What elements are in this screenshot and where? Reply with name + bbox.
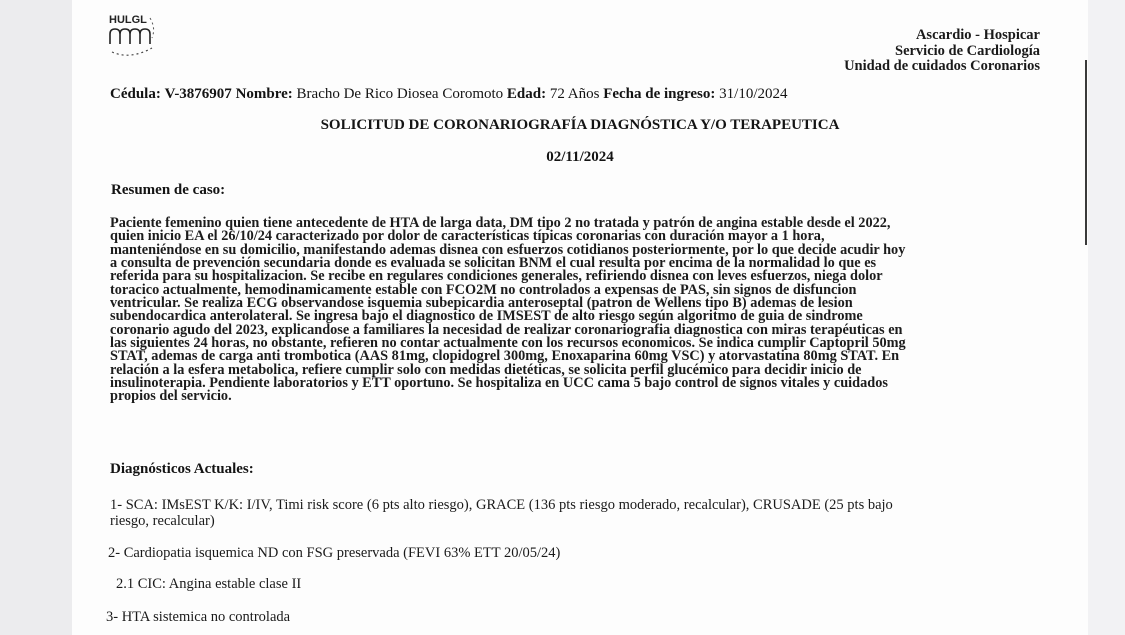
edad-label: Edad: [506,86,547,102]
diagnosis-1-line: riesgo, recalcular) [110,513,215,529]
cedula-label: Cédula: [110,86,161,102]
ingreso-value: 31/10/2024 [719,86,788,102]
resumen-line: manteniéndose en su domicilio, manifestando ademas disnea con esfuerzos cotidianos posteriormente, por lo que decide acudir hoy [110,241,906,258]
resumen-line: coronario agudo del 2023, explicandose a familiares la necesidad de realizar coronariografia diagnostica con miras terapéuticas en [110,321,903,338]
page-margin [1088,0,1125,635]
resumen-line: toracico actualmente, hemodinamicamente estable con FCO2M no controlados a expensas de PAS, sin signos de disfuncion [110,281,857,298]
institution-header [844,28,1040,75]
nombre-value: Bracho De Rico Diosea Coromoto [296,86,504,102]
diagnosticos-heading: Diagnósticos Actuales: [110,461,254,477]
resumen-line: ventricular. Se realiza ECG observandose isquemia subepicardia anteroseptal (patron de Wellens tipo B) ademas de lesion [110,295,853,312]
resumen-line: las siguientes 24 horas, no obstante, refieren no contar actualmente con los recursos economicos. Se indica cumplir Captopril 50mg [110,335,906,352]
edad-value: 72 Años [549,86,600,102]
resumen-line: quien inicio EA el 26/10/24 caracterizado por dolor de características típicas coronarias con duración mayor a 1 hora, [110,228,825,245]
resumen-line: referida para su hospitalizacion. Se recibe en regulares condiciones generales, refiriendo disnea con leves esfuerzos, niega dolor [110,268,883,285]
department-name: Servicio de Cardiología [895,42,1040,59]
resumen-line: a consulta de prevención secundaria donde es evaluada se solicitan BNM el cual resulta por encima de la normalidad lo que es [110,255,877,272]
resumen-line: insulinoterapia. Pendiente laboratorios y ETT oportuno. Se hospitaliza en UCC cama 5 bajo control de signos vitales y cuidados [110,375,888,392]
resumen-paragraph [110,217,1050,404]
resumen-line: subendocardica anterolateral. Se ingresa bajo el diagnostico de IMSEST de alto riesgo según algoritmo de guia de sindrome [110,308,863,325]
diagnosis-2: 2- Cardiopatia isquemica ND con FSG preservada (FEVI 63% ETT 20/05/24) [108,545,561,561]
resumen-heading: Resumen de caso: [111,182,226,198]
diagnosis-1-line: 1- SCA: IMsEST K/K: I/IV, Timi risk score (6 pts alto riesgo), GRACE (136 pts riesgo moderado, recalcular), CRUSADE (25 pts bajo [110,497,893,513]
unit-name: Unidad de cuidados Coronarios [844,58,1040,74]
patient-info [110,86,788,103]
institution-name: Ascardio - Hospicar [915,27,1040,43]
diagnosis-3: 3- HTA sistemica no controlada [106,609,291,625]
logo-text: HULGL [109,14,147,26]
diagnosis-2-1: 2.1 CIC: Angina estable clase II [116,576,302,592]
document-date: 02/11/2024 [546,149,614,165]
hospital-logo-icon [106,8,162,64]
resumen-line: propios del servicio. [110,388,232,405]
diagnosis-1 [110,497,893,529]
resumen-line: relación a la esfera metabolica, refiere cumplir solo con medidas dietéticas, se solicita perfil glucémico para decidir inicio de [110,361,862,378]
resumen-line: Paciente femenino quien tiene antecedente de HTA de larga data, DM tipo 2 no tratada y patrón de angina estable desde el 2022, [110,215,891,231]
cedula-value: V-3876907 [164,86,232,102]
hospital-logo [106,8,162,64]
document-title: SOLICITUD DE CORONARIOGRAFÍA DIAGNÓSTICA Y/O TERAPEUTICA [320,117,840,133]
resumen-line: STAT, ademas de carga anti trombotica (AAS 81mg, clopidogrel 300mg, Enoxaparina 60mg VSC) y atorvastatina 80mg STAT. En [110,348,900,365]
ingreso-label: Fecha de ingreso: [603,86,716,102]
nombre-label: Nombre: [235,86,293,102]
